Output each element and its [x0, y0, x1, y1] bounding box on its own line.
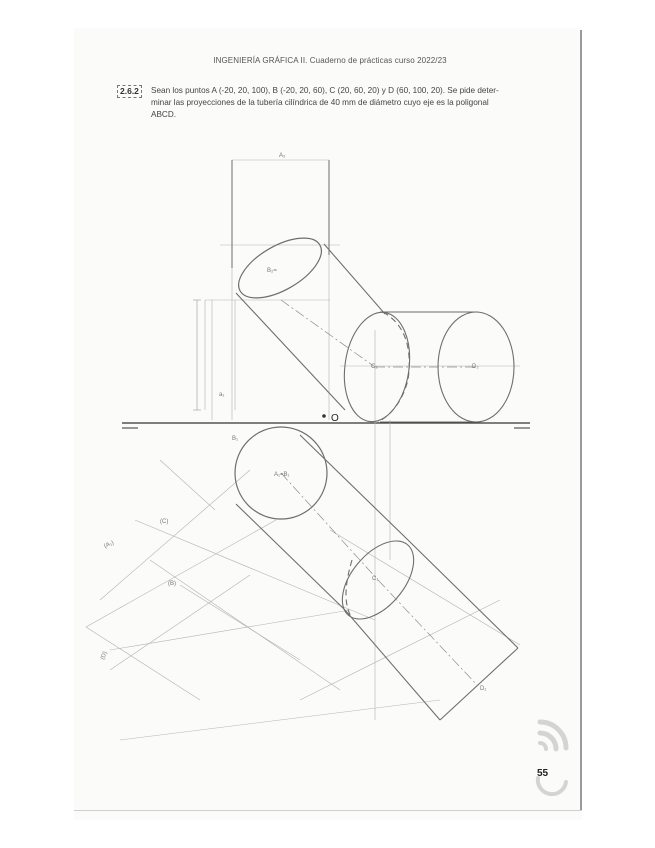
publisher-logo	[538, 722, 566, 794]
plan-inclined-cylinder	[236, 435, 427, 632]
construction-lines	[86, 160, 520, 740]
label-a2: A₂	[279, 153, 286, 159]
exercise-number: 2.6.2	[117, 85, 142, 98]
label-a1: a₁	[219, 392, 225, 398]
label-aux-b: (B)	[168, 581, 176, 587]
plan-cylinder-cd	[345, 540, 518, 720]
label-d2: D₂	[472, 364, 479, 370]
label-c1: C₁	[372, 576, 379, 582]
axis-lines	[281, 300, 478, 686]
label-b1: B₁	[232, 436, 239, 442]
label-b2: B₂=	[267, 268, 277, 274]
label-a1b1: A₁=B₁	[274, 472, 290, 478]
label-c2: C₂	[371, 364, 378, 370]
label-d1: D₁	[480, 686, 487, 692]
label-aux-c: (C)	[160, 519, 169, 525]
elevation-vertical-cylinder	[229, 160, 331, 310]
dimension-marks	[193, 300, 201, 410]
origin-label: O	[331, 413, 339, 424]
ground-line	[122, 423, 530, 428]
label-aux-d: (D)	[100, 650, 109, 661]
elevation-inclined-cylinder	[236, 244, 416, 426]
exercise-statement: Sean los puntos A (-20, 20, 100), B (-20, 20, 60), C (20, 60, 20) y D (60, 100, 20). Se pide deter- minar las proyecciones de la tubería cilíndrica de 40 mm de diámetro cuyo eje es la poligonal ABCD.	[151, 86, 499, 119]
running-header: INGENIERÍA GRÁFICA II. Cuaderno de prácticas curso 2022/23	[213, 56, 447, 65]
page-number: 55	[537, 768, 549, 779]
label-aux-a: (A₁)	[103, 540, 115, 550]
